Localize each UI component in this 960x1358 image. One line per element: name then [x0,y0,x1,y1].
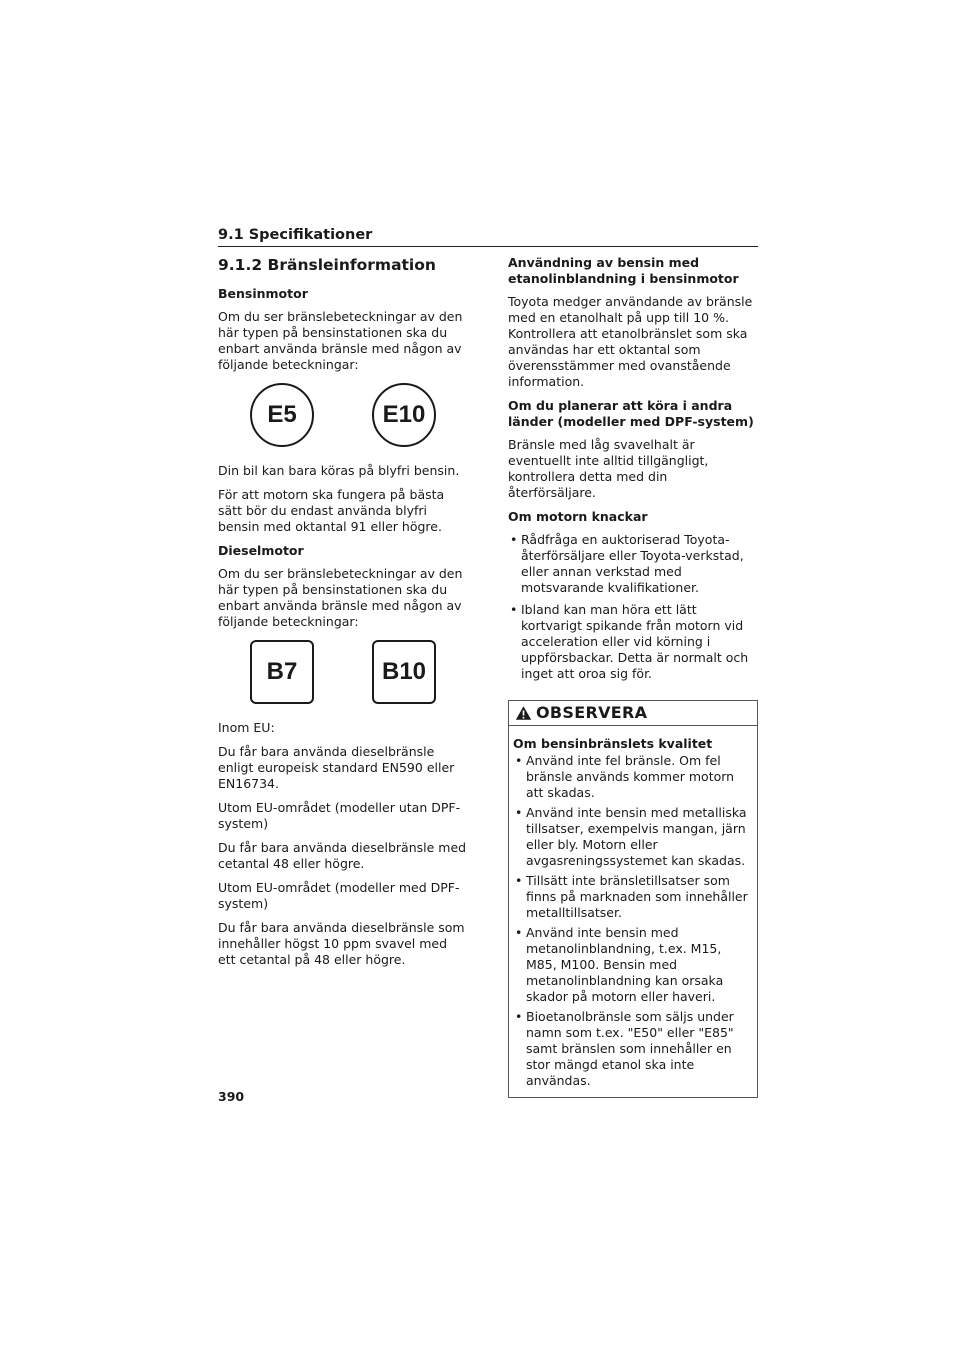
petrol-intro: Om du ser bränslebeteckningar av den här typen på bensinstationen ska du enbart använda bränsle med någon av följande beteckningar: [218,308,463,372]
petrol-symbols [218,383,468,447]
fuel-symbol-e10: E10 [372,383,436,447]
left-column [218,255,468,976]
list-item: • Bioetanolbränsle som säljs under namn som t.ex. "E50" eller "E85" samt bränslen som innehåller en stor mängd etanol ska inte användas. [513,1009,749,1089]
knock-heading: Om motorn knackar [508,509,648,524]
notice-body [509,726,757,1097]
petrol-heading: Bensinmotor [218,285,308,301]
warning-triangle-icon [515,705,532,721]
fuel-symbol-e5: E5 [250,383,314,447]
list-item: • Tillsätt inte bränsletillsatser som finns på marknaden som innehåller metalltillsatser. [513,873,749,921]
notice-header [509,701,757,726]
dpf-text: Bränsle med låg svavelhalt är eventuellt inte alltid tillgängligt, kontrollera detta med din återförsäljare. [508,437,709,500]
fuel-symbol-b10: B10 [372,640,436,704]
diesel-symbols [218,640,468,704]
list-item: • Använd inte fel bränsle. Om fel bränsle används kommer motorn att skadas. [513,753,749,801]
notice-heading: Om bensinbränslets kvalitet [513,736,713,751]
non-eu-no-dpf-text: Du får bara använda dieselbränsle med cetantal 48 eller högre. [218,839,467,871]
non-eu-dpf-label: Utom EU-området (modeller med DPF-system) [218,879,460,911]
non-eu-dpf-text: Du får bara använda dieselbränsle som innehåller högst 10 ppm svavel med ett cetantal på 48 eller högre. [218,919,465,967]
notice-box [508,700,758,1098]
notice-label: OBSERVERA [536,703,648,722]
petrol-paragraph-2: För att motorn ska fungera på bästa sätt bör du endast använda blyfri bensin med oktantal 91 eller högre. [218,486,445,534]
page-number: 390 [218,1089,245,1104]
notice-list [513,753,749,1089]
list-item: • Använd inte bensin med metanolinblandning, t.ex. M15, M85, M100. Bensin med metanolinblandning kan orsaka skador på motorn eller haveri. [513,925,749,1005]
section-title: 9.1 Specifikationer [218,227,373,243]
page-title: 9.1.2 Bränsleinformation [218,256,436,274]
diesel-heading: Dieselmotor [218,542,304,558]
right-column [508,255,758,1098]
non-eu-no-dpf-label: Utom EU-området (modeller utan DPF-system) [218,799,461,831]
ethanol-heading: Användning av bensin med etanolinblandning i bensinmotor [508,255,739,286]
eu-text: Du får bara använda dieselbränsle enligt europeisk standard EN590 eller EN16734. [218,743,455,791]
section-header [218,224,758,247]
list-item: • Rådfråga en auktoriserad Toyota-återförsäljare eller Toyota-verkstad, eller annan verkstad med motsvarande kvalifikationer. [508,532,758,596]
petrol-paragraph-1: Din bil kan bara köras på blyfri bensin. [218,462,460,478]
list-item: • Använd inte bensin med metalliska tillsatser, exempelvis mangan, järn eller bly. Motorn eller avgasreningssystemet kan skadas. [513,805,749,869]
knock-list [508,532,758,682]
list-item: • Ibland kan man höra ett lätt kortvarigt spikande från motorn vid acceleration eller vid körning i uppförsbackar. Detta är normalt och inget att oroa sig för. [508,602,758,682]
ethanol-text: Toyota medger användande av bränsle med en etanolhalt på upp till 10 %. Kontrollera att etanolbränslet som ska användas har ett oktantal som överensstämmer med ovanstående information. [508,294,753,389]
dpf-heading: Om du planerar att köra i andra länder (modeller med DPF-system) [508,398,754,429]
eu-label: Inom EU: [218,719,275,735]
diesel-intro: Om du ser bränslebeteckningar av den här typen på bensinstationen ska du enbart använda bränsle med någon av följande beteckningar: [218,565,463,629]
fuel-symbol-b7: B7 [250,640,314,704]
